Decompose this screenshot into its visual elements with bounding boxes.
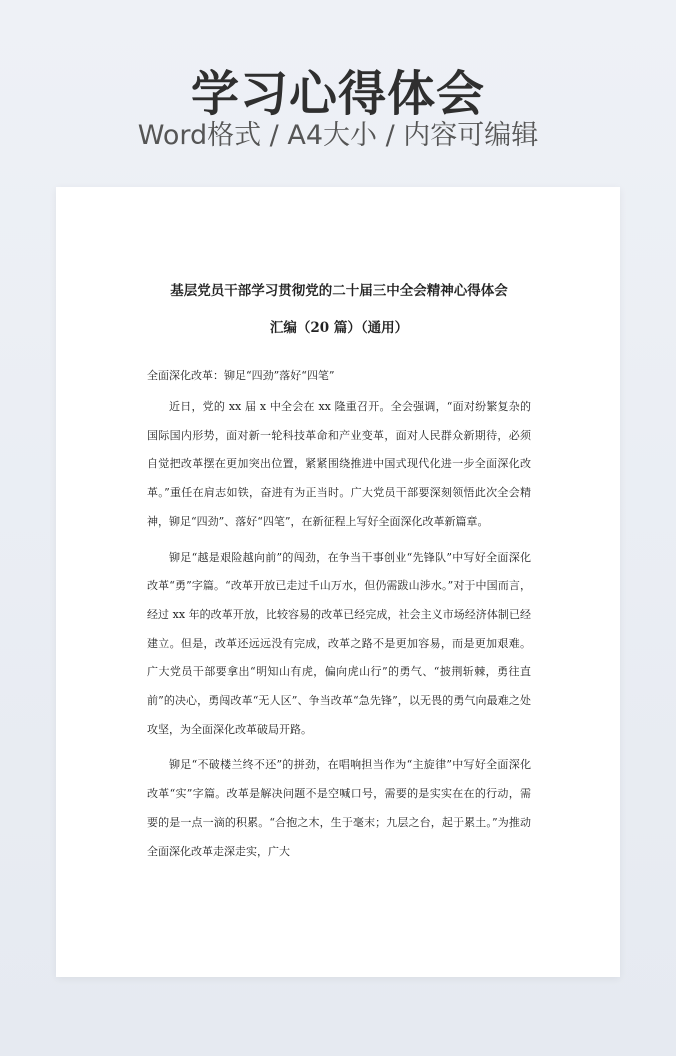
document-title-line2: 汇编（20 篇）（通用） (269, 320, 409, 336)
banner-title: 学习心得体会 (190, 66, 485, 122)
paragraph-1: 近日，党的 xx 届 x 中全会在 xx 隆重召开。全会强调，“面对纷繁复杂的国际国内形势，面对新一轮科技革命和产业变革，面对人民群众新期待，必须自觉把改革摆在更加突出位置，紧紧围绕推进中国式现代化进一步全面深化改革。”重任在肩志如铁，奋进有为正当时。广大党员干部要深刻领悟此次全会精神，铆足“四劲”、落好“四笔”，在新征程上写好全面深化改革新篇章。 (147, 400, 531, 528)
paragraph-2: 铆足“越是艰险越向前”的闯劲，在争当干事创业“先锋队”中写好全面深化改革“勇”字篇。“改革开放已走过千山万水，但仍需跋山涉水。”对于中国而言，经过 xx 年的改革开放，比较容易的改革已经完成，社会主义市场经济体制已经建立。但是，改革还远远没有完成，改革之路不是更加容易，而是更加艰难。广大党员干部要拿出“明知山有虎，偏向虎山行”的勇气、“披荆斩棘，勇往直前”的决心，勇闯改革“无人区”、争当改革“急先锋”，以无畏的勇气向最难之处攻坚，为全面深化改革破局开路。 (147, 550, 531, 736)
banner-subtitle: Word格式 / A4大小 / 内容可编辑 (137, 120, 539, 151)
document-title-line1: 基层党员干部学习贯彻党的二十届三中全会精神心得体会 (170, 283, 508, 299)
section-heading: 全面深化改革：铆足“四劲”落好“四笔” (147, 369, 335, 382)
document-content (147, 281, 531, 866)
document-page (56, 187, 620, 977)
paragraph-3: 铆足“不破楼兰终不还”的拼劲，在唱响担当作为“主旋律”中写好全面深化改革“实”字篇。改革是解决问题不是空喊口号，需要的是实实在在的行动，需要的是一点一滴的积累。“合抱之木，生于毫末；九层之台，起于累土。”为推动全面深化改革走深走实，广大 (147, 758, 531, 858)
